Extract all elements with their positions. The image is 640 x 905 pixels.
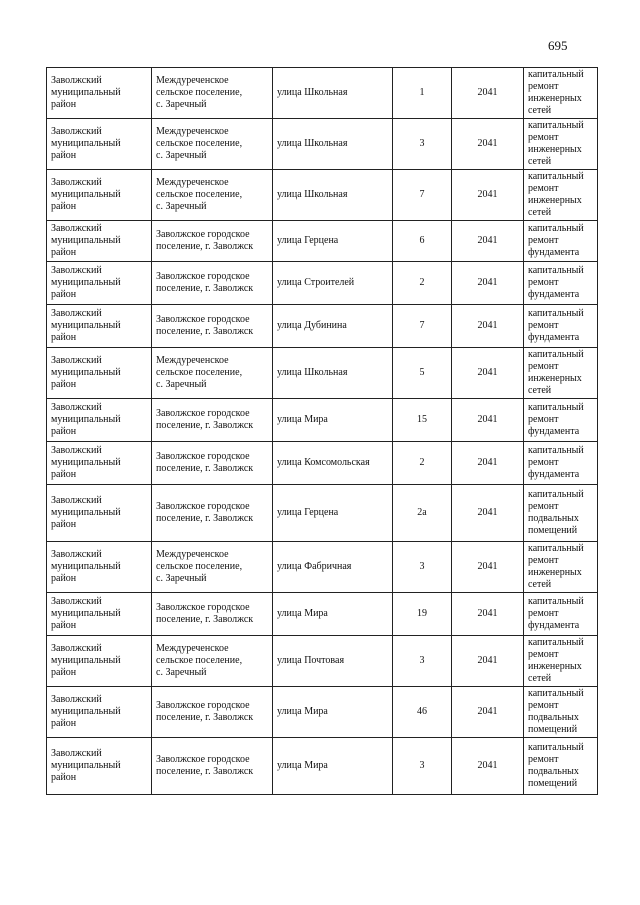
settlement-cell-text: Междуреченское сельское поселение, с. Заречный [156, 75, 243, 110]
house-number-cell [393, 636, 452, 687]
street-cell [273, 687, 393, 738]
year-cell [452, 68, 524, 119]
table-row [47, 68, 598, 119]
street-cell [273, 170, 393, 221]
street-cell-text: улица Герцена [277, 507, 339, 518]
year-cell-text: 2041 [477, 457, 498, 468]
street-cell [273, 348, 393, 399]
district-cell-text: Заволжский муниципальный район [51, 308, 121, 343]
district-cell-text: Заволжский муниципальный район [51, 355, 121, 390]
street-cell-text: улица Мира [277, 608, 328, 619]
house-number-cell-text: 7 [419, 189, 425, 200]
work-type-cell [524, 170, 598, 221]
house-number-cell-text: 2 [419, 277, 425, 288]
year-cell [452, 687, 524, 738]
district-cell [47, 687, 152, 738]
work-type-cell-text: капитальный ремонт фундамента [528, 596, 584, 631]
work-type-cell [524, 119, 598, 170]
street-cell [273, 542, 393, 593]
year-cell-text: 2041 [477, 277, 498, 288]
district-cell [47, 636, 152, 687]
settlement-cell [152, 262, 273, 305]
district-cell [47, 348, 152, 399]
district-cell-text: Заволжский муниципальный район [51, 643, 121, 678]
district-cell-text: Заволжский муниципальный район [51, 549, 121, 584]
year-cell-text: 2041 [477, 608, 498, 619]
street-cell [273, 221, 393, 262]
table-row [47, 442, 598, 485]
table-row [47, 593, 598, 636]
work-type-cell-text: капитальный ремонт фундамента [528, 223, 584, 258]
table-row [47, 119, 598, 170]
house-number-cell-text: 3 [419, 138, 425, 149]
table-row [47, 542, 598, 593]
house-number-cell [393, 738, 452, 795]
year-cell [452, 399, 524, 442]
house-number-cell-text: 3 [419, 655, 425, 666]
settlement-cell [152, 68, 273, 119]
street-cell-text: улица Школьная [277, 138, 348, 149]
house-number-cell [393, 399, 452, 442]
work-type-cell-text: капитальный ремонт фундамента [528, 265, 584, 300]
house-number-cell-text: 7 [419, 320, 425, 331]
settlement-cell [152, 305, 273, 348]
year-cell [452, 542, 524, 593]
district-cell [47, 262, 152, 305]
work-type-cell-text: капитальный ремонт инженерных сетей [528, 637, 584, 684]
house-number-cell [393, 542, 452, 593]
street-cell [273, 305, 393, 348]
district-cell-text: Заволжский муниципальный район [51, 223, 121, 258]
house-number-cell [393, 119, 452, 170]
table-row [47, 170, 598, 221]
work-type-cell-text: капитальный ремонт подвальных помещений [528, 742, 584, 789]
settlement-cell-text: Заволжское городское поселение, г. Заволжск [156, 501, 254, 524]
settlement-cell [152, 593, 273, 636]
year-cell-text: 2041 [477, 507, 498, 518]
settlement-cell-text: Заволжское городское поселение, г. Заволжск [156, 700, 254, 723]
district-cell-text: Заволжский муниципальный район [51, 75, 121, 110]
district-cell-text: Заволжский муниципальный район [51, 694, 121, 729]
street-cell-text: улица Мира [277, 414, 328, 425]
work-type-cell-text: капитальный ремонт фундамента [528, 445, 584, 480]
year-cell [452, 593, 524, 636]
house-number-cell [393, 442, 452, 485]
street-cell [273, 636, 393, 687]
settlement-cell-text: Междуреченское сельское поселение, с. Заречный [156, 643, 243, 678]
street-cell [273, 442, 393, 485]
page-number: 695 [548, 38, 568, 53]
year-cell-text: 2041 [477, 189, 498, 200]
settlement-cell-text: Заволжское городское поселение, г. Заволжск [156, 754, 254, 777]
settlement-cell-text: Заволжское городское поселение, г. Заволжск [156, 229, 254, 252]
year-cell [452, 170, 524, 221]
table-row [47, 399, 598, 442]
house-number-cell [393, 593, 452, 636]
work-type-cell-text: капитальный ремонт инженерных сетей [528, 120, 584, 167]
year-cell-text: 2041 [477, 706, 498, 717]
street-cell [273, 119, 393, 170]
street-cell-text: улица Почтовая [277, 655, 345, 666]
year-cell [452, 738, 524, 795]
house-number-cell-text: 3 [419, 760, 425, 771]
table-body [47, 68, 598, 795]
year-cell-text: 2041 [477, 760, 498, 771]
settlement-cell-text: Заволжское городское поселение, г. Заволжск [156, 602, 254, 625]
year-cell-text: 2041 [477, 414, 498, 425]
work-type-cell-text: капитальный ремонт подвальных помещений [528, 688, 584, 735]
house-number-cell [393, 170, 452, 221]
year-cell [452, 636, 524, 687]
settlement-cell-text: Заволжское городское поселение, г. Заволжск [156, 408, 254, 431]
district-cell [47, 738, 152, 795]
work-type-cell-text: капитальный ремонт инженерных сетей [528, 349, 584, 396]
year-cell-text: 2041 [477, 320, 498, 331]
house-number-cell [393, 485, 452, 542]
work-type-cell [524, 348, 598, 399]
year-cell [452, 442, 524, 485]
settlement-cell [152, 119, 273, 170]
work-type-cell [524, 399, 598, 442]
settlement-cell [152, 170, 273, 221]
settlement-cell [152, 542, 273, 593]
street-cell-text: улица Школьная [277, 367, 348, 378]
district-cell [47, 442, 152, 485]
settlement-cell-text: Междуреченское сельское поселение, с. Заречный [156, 126, 243, 161]
district-cell-text: Заволжский муниципальный район [51, 445, 121, 480]
street-cell-text: улица Герцена [277, 235, 339, 246]
district-cell [47, 399, 152, 442]
work-type-cell-text: капитальный ремонт инженерных сетей [528, 543, 584, 590]
settlement-cell-text: Заволжское городское поселение, г. Заволжск [156, 314, 254, 337]
district-cell-text: Заволжский муниципальный район [51, 402, 121, 437]
district-cell-text: Заволжский муниципальный район [51, 265, 121, 300]
house-number-cell [393, 348, 452, 399]
year-cell-text: 2041 [477, 87, 498, 98]
district-cell [47, 119, 152, 170]
street-cell [273, 593, 393, 636]
street-cell-text: улица Дубинина [277, 320, 347, 331]
street-cell [273, 399, 393, 442]
work-type-cell [524, 221, 598, 262]
district-cell [47, 542, 152, 593]
house-number-cell [393, 687, 452, 738]
house-number-cell-text: 2а [417, 507, 427, 518]
street-cell [273, 738, 393, 795]
work-type-cell-text: капитальный ремонт инженерных сетей [528, 69, 584, 116]
table-row [47, 221, 598, 262]
work-type-cell [524, 738, 598, 795]
district-cell-text: Заволжский муниципальный район [51, 495, 121, 530]
work-type-cell [524, 68, 598, 119]
table-row [47, 687, 598, 738]
year-cell-text: 2041 [477, 655, 498, 666]
year-cell [452, 221, 524, 262]
street-cell-text: улица Фабричная [277, 561, 352, 572]
house-number-cell [393, 262, 452, 305]
year-cell-text: 2041 [477, 367, 498, 378]
settlement-cell-text: Междуреченское сельское поселение, с. Заречный [156, 549, 243, 584]
house-number-cell-text: 6 [419, 235, 425, 246]
repair-schedule-table [46, 67, 598, 795]
work-type-cell-text: капитальный ремонт фундамента [528, 402, 584, 437]
street-cell-text: улица Школьная [277, 189, 348, 200]
settlement-cell-text: Заволжское городское поселение, г. Заволжск [156, 451, 254, 474]
settlement-cell [152, 485, 273, 542]
work-type-cell-text: капитальный ремонт подвальных помещений [528, 489, 584, 536]
year-cell [452, 262, 524, 305]
settlement-cell [152, 442, 273, 485]
work-type-cell [524, 305, 598, 348]
work-type-cell [524, 262, 598, 305]
table-row [47, 348, 598, 399]
settlement-cell [152, 636, 273, 687]
district-cell [47, 68, 152, 119]
district-cell [47, 170, 152, 221]
settlement-cell-text: Междуреченское сельское поселение, с. Заречный [156, 355, 243, 390]
house-number-cell-text: 1 [419, 87, 425, 98]
year-cell-text: 2041 [477, 235, 498, 246]
work-type-cell [524, 593, 598, 636]
street-cell [273, 485, 393, 542]
district-cell [47, 221, 152, 262]
settlement-cell-text: Междуреченское сельское поселение, с. Заречный [156, 177, 243, 212]
house-number-cell-text: 19 [417, 608, 427, 619]
work-type-cell [524, 636, 598, 687]
district-cell-text: Заволжский муниципальный район [51, 596, 121, 631]
settlement-cell [152, 738, 273, 795]
street-cell [273, 262, 393, 305]
settlement-cell [152, 348, 273, 399]
work-type-cell [524, 442, 598, 485]
district-cell [47, 485, 152, 542]
district-cell [47, 593, 152, 636]
street-cell-text: улица Мира [277, 706, 328, 717]
settlement-cell [152, 399, 273, 442]
settlement-cell [152, 687, 273, 738]
table-row [47, 485, 598, 542]
house-number-cell-text: 3 [419, 561, 425, 572]
table-row [47, 636, 598, 687]
work-type-cell [524, 687, 598, 738]
work-type-cell-text: капитальный ремонт инженерных сетей [528, 171, 584, 218]
house-number-cell [393, 305, 452, 348]
year-cell-text: 2041 [477, 138, 498, 149]
year-cell-text: 2041 [477, 561, 498, 572]
street-cell-text: улица Строителей [277, 277, 355, 288]
street-cell [273, 68, 393, 119]
street-cell-text: улица Мира [277, 760, 328, 771]
house-number-cell-text: 46 [417, 706, 427, 717]
year-cell [452, 119, 524, 170]
year-cell [452, 348, 524, 399]
house-number-cell-text: 2 [419, 457, 425, 468]
district-cell [47, 305, 152, 348]
work-type-cell-text: капитальный ремонт фундамента [528, 308, 584, 343]
work-type-cell [524, 542, 598, 593]
house-number-cell-text: 5 [419, 367, 425, 378]
district-cell-text: Заволжский муниципальный район [51, 748, 121, 783]
settlement-cell-text: Заволжское городское поселение, г. Заволжск [156, 271, 254, 294]
district-cell-text: Заволжский муниципальный район [51, 126, 121, 161]
table-row [47, 262, 598, 305]
table-row [47, 305, 598, 348]
year-cell [452, 305, 524, 348]
work-type-cell [524, 485, 598, 542]
year-cell [452, 485, 524, 542]
street-cell-text: улица Комсомольская [277, 457, 370, 468]
settlement-cell [152, 221, 273, 262]
house-number-cell [393, 68, 452, 119]
house-number-cell-text: 15 [417, 414, 427, 425]
street-cell-text: улица Школьная [277, 87, 348, 98]
table-row [47, 738, 598, 795]
house-number-cell [393, 221, 452, 262]
district-cell-text: Заволжский муниципальный район [51, 177, 121, 212]
